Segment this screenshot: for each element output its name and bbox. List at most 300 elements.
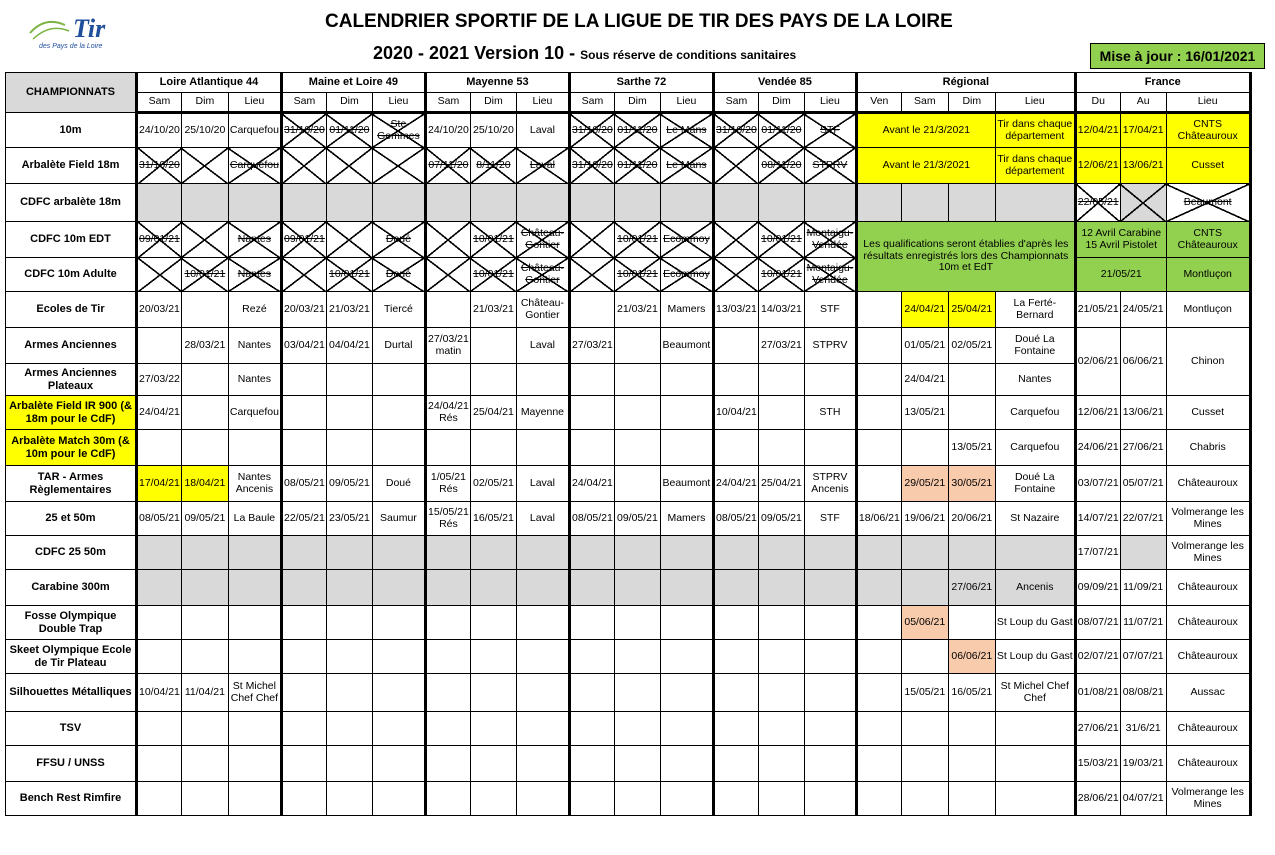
table-cell — [569, 640, 614, 674]
table-cell: St Michel Chef Chef — [995, 674, 1075, 712]
table-cell: Durtal — [372, 328, 425, 364]
table-cell: 01/08/21 — [1075, 674, 1120, 712]
table-cell: 21/03/21 — [614, 292, 660, 328]
table-cell: Doué — [372, 222, 425, 258]
table-cell: Nantes Ancenis — [228, 466, 281, 502]
table-cell: Mamers — [660, 292, 713, 328]
table-cell: 12/06/21 — [1075, 396, 1120, 430]
championship-label: Bench Rest Rimfire — [6, 782, 137, 816]
table-cell — [856, 606, 901, 640]
table-cell: Carquefou — [995, 430, 1075, 466]
table-cell: Cusset — [1166, 396, 1250, 430]
table-cell — [948, 364, 995, 396]
table-cell: 20/03/21 — [281, 292, 326, 328]
table-cell: Volmerange les Mines — [1166, 502, 1250, 536]
table-cell: 09/01/21 — [137, 222, 182, 258]
table-cell — [713, 364, 758, 396]
table-cell — [228, 640, 281, 674]
table-cell: Doué La Fontaine — [995, 466, 1075, 502]
table-cell — [326, 536, 372, 570]
table-cell — [326, 712, 372, 746]
table-cell — [660, 396, 713, 430]
table-cell: 27/06/21 — [1075, 712, 1120, 746]
championship-label: Silhouettes Métalliques — [6, 674, 137, 712]
table-row — [6, 606, 1251, 640]
table-cell: Château-Gontier — [516, 222, 569, 258]
championship-label: Ecoles de Tir — [6, 292, 137, 328]
table-cell — [516, 364, 569, 396]
table-cell: 21/05/21 — [1075, 292, 1120, 328]
championnats-header: CHAMPIONNATS — [6, 73, 137, 113]
table-cell — [901, 712, 948, 746]
table-cell: La Ferté-Bernard — [995, 292, 1075, 328]
table-cell: 23/05/21 — [326, 502, 372, 536]
table-cell — [660, 746, 713, 782]
table-cell: 09/05/21 — [758, 502, 804, 536]
table-cell: 20/06/21 — [948, 502, 995, 536]
championship-label: CDFC 25 50m — [6, 536, 137, 570]
table-cell: 12/06/21 — [1075, 148, 1120, 184]
table-cell — [614, 536, 660, 570]
table-cell: Les qualifications seront établies d'après les résultats enregistrés lors des Championnats 10m et EdT — [856, 222, 1075, 292]
table-cell: 31/6/21 — [1120, 712, 1166, 746]
table-cell — [425, 570, 470, 606]
table-cell: Volmerange les Mines — [1166, 536, 1250, 570]
table-cell: STPRV — [804, 328, 856, 364]
championship-label: Arbalète Field 18m — [6, 148, 137, 184]
table-cell — [516, 184, 569, 222]
table-cell — [425, 258, 470, 292]
table-cell: Châteauroux — [1166, 570, 1250, 606]
table-cell — [228, 746, 281, 782]
table-cell: 09/05/21 — [614, 502, 660, 536]
table-cell — [856, 396, 901, 430]
table-row — [6, 536, 1251, 570]
table-cell — [856, 640, 901, 674]
table-cell — [281, 536, 326, 570]
table-cell: 11/04/21 — [181, 674, 228, 712]
table-cell — [137, 184, 182, 222]
table-cell: 09/09/21 — [1075, 570, 1120, 606]
table-cell — [181, 430, 228, 466]
table-cell — [660, 536, 713, 570]
table-cell: Château-Gontier — [516, 258, 569, 292]
table-cell: St Nazaire — [995, 502, 1075, 536]
table-cell — [228, 606, 281, 640]
group-header: Maine et Loire 49 — [281, 73, 425, 93]
table-cell — [614, 606, 660, 640]
table-cell — [948, 184, 995, 222]
table-cell — [614, 184, 660, 222]
table-cell — [856, 536, 901, 570]
table-cell — [326, 640, 372, 674]
table-cell — [281, 782, 326, 816]
table-cell: Laval — [516, 113, 569, 148]
table-cell: 13/06/21 — [1120, 148, 1166, 184]
group-header: Loire Atlantique 44 — [137, 73, 282, 93]
table-cell: La Baule — [228, 502, 281, 536]
table-cell — [614, 746, 660, 782]
table-cell — [516, 536, 569, 570]
table-cell: 29/05/21 — [901, 466, 948, 502]
table-cell — [758, 674, 804, 712]
table-cell: Châteauroux — [1166, 746, 1250, 782]
table-cell — [804, 782, 856, 816]
group-header: Vendée 85 — [713, 73, 856, 93]
table-cell — [228, 782, 281, 816]
table-cell: 09/05/21 — [181, 502, 228, 536]
table-cell — [569, 746, 614, 782]
table-cell — [758, 712, 804, 746]
table-cell — [901, 640, 948, 674]
table-cell: Rezé — [228, 292, 281, 328]
table-cell — [425, 674, 470, 712]
table-cell: 08/08/21 — [1120, 674, 1166, 712]
table-cell — [228, 712, 281, 746]
table-cell: CNTS Châteauroux — [1166, 222, 1250, 258]
table-cell: 24/04/21 — [713, 466, 758, 502]
table-cell: 19/03/21 — [1120, 746, 1166, 782]
table-cell — [228, 184, 281, 222]
table-cell — [326, 430, 372, 466]
update-badge: Mise à jour : 16/01/2021 — [1090, 43, 1265, 69]
table-cell — [181, 184, 228, 222]
table-cell: 06/06/21 — [948, 640, 995, 674]
table-cell — [470, 430, 516, 466]
table-cell: 08/05/21 — [137, 502, 182, 536]
table-cell — [804, 364, 856, 396]
table-cell — [758, 396, 804, 430]
table-cell — [856, 674, 901, 712]
table-cell: Laval — [516, 466, 569, 502]
table-row — [6, 640, 1251, 674]
table-cell — [804, 536, 856, 570]
table-cell: 15/03/21 — [1075, 746, 1120, 782]
table-cell — [281, 606, 326, 640]
table-cell — [516, 782, 569, 816]
table-cell — [901, 746, 948, 782]
table-cell — [856, 746, 901, 782]
table-cell: 10/01/21 — [181, 258, 228, 292]
table-cell — [995, 184, 1075, 222]
table-cell — [181, 782, 228, 816]
table-row — [6, 328, 1251, 364]
table-cell: Mayenne — [516, 396, 569, 430]
table-cell: 02/05/21 — [470, 466, 516, 502]
table-cell — [856, 364, 901, 396]
table-cell: Ste Gemmes — [372, 113, 425, 148]
table-cell — [326, 782, 372, 816]
table-cell — [470, 184, 516, 222]
table-cell: 17/04/21 — [1120, 113, 1166, 148]
table-row — [6, 364, 1251, 396]
column-header: Dim — [948, 93, 995, 113]
table-cell — [713, 746, 758, 782]
table-cell — [713, 674, 758, 712]
table-row — [6, 782, 1251, 816]
table-cell: Carquefou — [228, 148, 281, 184]
championship-label: TSV — [6, 712, 137, 746]
table-row — [6, 148, 1251, 184]
table-cell: STF — [804, 113, 856, 148]
table-cell — [758, 570, 804, 606]
table-cell: Ancenis — [995, 570, 1075, 606]
table-cell — [660, 674, 713, 712]
table-cell — [901, 430, 948, 466]
table-cell: 10/01/21 — [758, 222, 804, 258]
table-cell — [804, 570, 856, 606]
table-cell: 09/01/21 — [281, 222, 326, 258]
table-cell — [326, 148, 372, 184]
table-cell: Châteauroux — [1166, 640, 1250, 674]
table-cell — [470, 364, 516, 396]
table-cell: Saumur — [372, 502, 425, 536]
table-cell — [995, 782, 1075, 816]
table-cell — [470, 570, 516, 606]
group-header: Mayenne 53 — [425, 73, 569, 93]
table-cell — [856, 430, 901, 466]
table-cell: 27/03/22 — [137, 364, 182, 396]
table-cell — [372, 430, 425, 466]
table-cell — [660, 712, 713, 746]
table-cell: Le Mans — [660, 113, 713, 148]
table-cell — [758, 746, 804, 782]
table-cell: Chabris — [1166, 430, 1250, 466]
table-cell — [326, 674, 372, 712]
table-cell — [713, 606, 758, 640]
table-cell — [856, 184, 901, 222]
table-cell: 10/01/21 — [470, 222, 516, 258]
table-cell: Tiercé — [372, 292, 425, 328]
table-cell — [326, 746, 372, 782]
table-cell — [614, 430, 660, 466]
table-cell: Montluçon — [1166, 258, 1250, 292]
table-cell — [569, 782, 614, 816]
group-header: Sarthe 72 — [569, 73, 713, 93]
table-cell — [470, 640, 516, 674]
table-cell — [372, 712, 425, 746]
table-cell — [614, 712, 660, 746]
table-cell: 21/03/21 — [470, 292, 516, 328]
table-cell: 24/04/21 Rés — [425, 396, 470, 430]
table-cell — [901, 570, 948, 606]
table-cell: Ecommoy — [660, 222, 713, 258]
table-cell — [137, 328, 182, 364]
table-cell: 24/04/21 — [901, 364, 948, 396]
table-cell: Tir dans chaque département — [995, 148, 1075, 184]
table-cell: 10/04/21 — [713, 396, 758, 430]
table-cell — [948, 606, 995, 640]
table-cell — [372, 184, 425, 222]
table-cell: 16/05/21 — [470, 502, 516, 536]
table-cell — [326, 606, 372, 640]
table-cell — [372, 536, 425, 570]
table-cell — [660, 570, 713, 606]
table-cell — [137, 640, 182, 674]
table-cell: 12/04/21 — [1075, 113, 1120, 148]
table-row — [6, 674, 1251, 712]
table-cell — [516, 674, 569, 712]
table-cell: St Michel Chef Chef — [228, 674, 281, 712]
table-cell — [569, 222, 614, 258]
table-cell: 14/03/21 — [758, 292, 804, 328]
page-title: CALENDRIER SPORTIF DE LA LIGUE DE TIR DES PAYS DE LA LOIRE — [325, 11, 953, 32]
table-cell: STPRV — [804, 148, 856, 184]
table-cell — [425, 712, 470, 746]
table-cell: Le Mans — [660, 148, 713, 184]
table-cell — [948, 782, 995, 816]
table-cell: St Loup du Gast — [995, 640, 1075, 674]
table-cell: 25/04/21 — [470, 396, 516, 430]
table-cell — [758, 184, 804, 222]
table-cell — [804, 712, 856, 746]
table-cell: Tir dans chaque département — [995, 113, 1075, 148]
table-cell — [372, 674, 425, 712]
table-cell — [660, 782, 713, 816]
table-cell — [758, 640, 804, 674]
column-header: Sam — [901, 93, 948, 113]
table-cell — [569, 430, 614, 466]
table-cell — [758, 364, 804, 396]
table-cell — [995, 536, 1075, 570]
table-cell — [181, 148, 228, 184]
table-cell: 27/03/21 — [758, 328, 804, 364]
table-cell — [569, 536, 614, 570]
table-cell: Nantes — [228, 258, 281, 292]
table-cell: 05/06/21 — [901, 606, 948, 640]
table-cell — [326, 184, 372, 222]
table-cell: 10/01/21 — [614, 222, 660, 258]
table-cell: Doué La Fontaine — [995, 328, 1075, 364]
table-cell — [1120, 536, 1166, 570]
table-cell: Mamers — [660, 502, 713, 536]
table-cell: 30/05/21 — [948, 466, 995, 502]
table-cell: 03/04/21 — [281, 328, 326, 364]
column-header: Lieu — [516, 93, 569, 113]
header — [5, 5, 1265, 67]
column-header: Sam — [569, 93, 614, 113]
table-row — [6, 113, 1251, 148]
table-cell: 10/01/21 — [758, 258, 804, 292]
table-cell — [281, 148, 326, 184]
table-cell — [137, 570, 182, 606]
table-cell: 08/07/21 — [1075, 606, 1120, 640]
championship-label: 10m — [6, 113, 137, 148]
table-cell: 21/05/21 — [1075, 258, 1166, 292]
table-cell: 08/05/21 — [281, 466, 326, 502]
table-cell: 24/04/21 — [137, 396, 182, 430]
table-cell: 02/05/21 — [948, 328, 995, 364]
table-row — [6, 746, 1251, 782]
championship-label: CDFC arbalète 18m — [6, 184, 137, 222]
table-cell: Ecommoy — [660, 258, 713, 292]
table-cell: Aussac — [1166, 674, 1250, 712]
table-row — [6, 396, 1251, 430]
table-cell — [804, 674, 856, 712]
table-cell: STPRV Ancenis — [804, 466, 856, 502]
table-cell — [281, 258, 326, 292]
table-cell — [228, 570, 281, 606]
table-cell: 31/10/20 — [569, 148, 614, 184]
table-cell: 15/05/21 — [901, 674, 948, 712]
table-cell — [516, 570, 569, 606]
table-cell — [569, 396, 614, 430]
table-cell — [137, 782, 182, 816]
table-cell — [137, 430, 182, 466]
championship-label: CDFC 10m EDT — [6, 222, 137, 258]
table-cell: 21/03/21 — [326, 292, 372, 328]
table-cell: Chinon — [1166, 328, 1250, 396]
table-cell: Carquefou — [228, 396, 281, 430]
table-cell: 18/04/21 — [181, 466, 228, 502]
table-cell — [372, 640, 425, 674]
table-cell: 18/06/21 — [856, 502, 901, 536]
table-cell: STH — [804, 396, 856, 430]
table-cell: 08/05/21 — [569, 502, 614, 536]
table-cell — [281, 396, 326, 430]
table-cell — [181, 292, 228, 328]
table-cell: STF — [804, 502, 856, 536]
table-cell — [281, 364, 326, 396]
table-cell: 22/05/21 — [1075, 184, 1120, 222]
table-cell: 25/04/21 — [758, 466, 804, 502]
table-cell: 13/03/21 — [713, 292, 758, 328]
table-cell: 01/05/21 — [901, 328, 948, 364]
table-cell — [660, 364, 713, 396]
table-cell: 28/06/21 — [1075, 782, 1120, 816]
table-cell — [569, 570, 614, 606]
table-cell — [326, 222, 372, 258]
championship-label: Armes Anciennes — [6, 328, 137, 364]
table-cell — [758, 606, 804, 640]
table-cell: Carquefou — [228, 113, 281, 148]
table-cell — [614, 396, 660, 430]
table-cell — [181, 746, 228, 782]
table-cell — [948, 746, 995, 782]
table-cell: 05/07/21 — [1120, 466, 1166, 502]
championship-label: Arbalète Field IR 900 (& 18m pour le CdF) — [6, 396, 137, 430]
page-subtitle: 2020 - 2021 Version 10 - Sous réserve de conditions sanitaires — [373, 43, 797, 63]
table-cell: Beaumont — [1166, 184, 1250, 222]
table-cell: Beaumont — [660, 328, 713, 364]
championship-label: TAR - Armes Règlementaires — [6, 466, 137, 502]
table-cell: 17/07/21 — [1075, 536, 1120, 570]
table-cell: 24/04/21 — [901, 292, 948, 328]
table-cell: 14/07/21 — [1075, 502, 1120, 536]
table-cell — [470, 606, 516, 640]
table-cell — [516, 712, 569, 746]
table-cell — [758, 782, 804, 816]
column-header: Sam — [713, 93, 758, 113]
table-cell: 31/10/20 — [569, 113, 614, 148]
table-cell — [425, 640, 470, 674]
table-cell — [326, 364, 372, 396]
table-cell — [425, 746, 470, 782]
table-cell — [901, 536, 948, 570]
table-cell: 1/05/21 Rés — [425, 466, 470, 502]
table-cell — [856, 712, 901, 746]
table-cell: 04/04/21 — [326, 328, 372, 364]
table-row — [6, 292, 1251, 328]
table-cell — [181, 222, 228, 258]
group-header: Régional — [856, 73, 1075, 93]
table-cell: 11/09/21 — [1120, 570, 1166, 606]
table-cell — [326, 396, 372, 430]
table-cell: Carquefou — [995, 396, 1075, 430]
table-cell: 09/05/21 — [326, 466, 372, 502]
table-cell: 19/06/21 — [901, 502, 948, 536]
table-cell — [713, 712, 758, 746]
